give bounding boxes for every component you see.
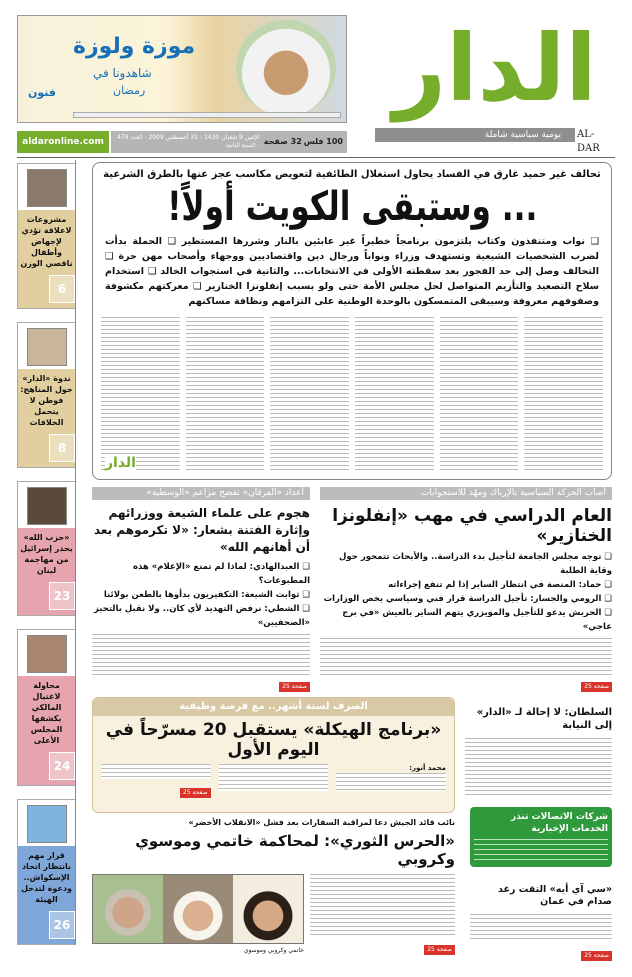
furqan-headline: هجوم على علماء الشيعة ووزرائهم وإثارة الفتنة بشعار: «لا تكرموهم بعد أن أهانهم الله»: [93, 506, 310, 554]
teaser-caption: مشروعات لاعلاقة تؤدي لإجهاض وأطفال ناقصي الوزن: [20, 215, 73, 268]
cia-headline: «سي آي أيه» التقت رغد صدام في عمان: [497, 884, 612, 907]
sultan-story[interactable]: [465, 700, 612, 800]
page-ref[interactable]: صفحة 25: [424, 945, 455, 955]
lead-kicker: تحالف غير حميد غارق في الفساد يحاول استغلال الطائفية لتعويض مكاسب عجز عنها بالطرق الشرعية: [103, 169, 601, 180]
teaser-photo: [27, 635, 67, 673]
logo-latin: AL-DAR: [577, 129, 600, 154]
sultan-headline: السلطان: لا إحالة لـ «الدار» إلى النيابة: [476, 707, 612, 731]
teaser-photo: [27, 328, 67, 366]
website-link[interactable]: aldaronline.com: [17, 131, 109, 153]
sidebar: [17, 163, 75, 945]
school-kicker: أصاب الحركة السياسية بالإرباك ومهّد للاستجوابات: [320, 487, 612, 500]
sidebar-teaser[interactable]: [17, 322, 75, 468]
page-badge: 26: [49, 911, 75, 939]
logo-mark: الدار: [393, 15, 597, 122]
ad-strip: [73, 112, 341, 118]
lead-signature: الدار: [104, 455, 136, 471]
photo-caption: خاتمي وكروبي وموسوي: [243, 947, 304, 954]
date-bar: [111, 131, 347, 153]
page-badge: 6: [49, 275, 75, 303]
ad-channel-logo: فنون: [28, 86, 56, 99]
restructure-kicker: الصرف لستة أشهر.. مع فرصة وظيفية: [93, 698, 454, 716]
cia-body: [470, 914, 612, 942]
restructure-story[interactable]: [92, 697, 455, 813]
page-badge: 8: [49, 434, 75, 462]
furqan-kicker: أعداد «الفرقان» تفضح مزاعم «الوسطية»: [92, 487, 310, 500]
ad-photo: [236, 20, 336, 116]
teaser-caption: ندوة «الدار» حول المناهج: فوطن لا يتحمل الخلافات: [20, 374, 73, 427]
restructure-byline: محمد أنور:: [409, 764, 446, 772]
furqan-story[interactable]: [92, 487, 310, 692]
school-bullet: ❑ الحربش يدعو للتأجيل والمويزري يتهم الساير بالعيش «في برج عاجي»: [342, 608, 612, 632]
restructure-headline: «برنامج الهيكلة» يستقبل 20 مسرّحاً في اليوم الأول: [105, 720, 442, 760]
teaser-photo: [27, 169, 67, 207]
sidebar-teaser[interactable]: [17, 629, 75, 786]
teaser-caption: محاولة لاغتيال المالكي يكشفها المجلس الأعلى: [30, 681, 63, 745]
school-bullet: ❑ حماد: المنصة في انتظار الساير إذا لم تنفع إجراءاته: [388, 580, 612, 590]
page-count: 32 صفحة: [263, 136, 302, 146]
school-story[interactable]: [320, 487, 612, 692]
school-headline: العام الدراسي في مهب «إنفلونزا الخنازير»: [332, 506, 612, 546]
ad-title: موزة ولوزة: [73, 34, 196, 59]
lead-headline: ... وستبقى الكويت أولاً!: [166, 184, 538, 230]
teaser-photo: [27, 487, 67, 525]
teaser-caption: قرار مهم بانتظار اتحاد الإسكواش.. ودعوة لتدخل الهيئة: [21, 851, 72, 904]
telecom-story[interactable]: [470, 807, 612, 867]
furqan-bullet: ❑ الشطي: نرفض التهديد لأي كان.. ولا نقبل بالتحيز «الصحفيين»: [93, 604, 310, 628]
cia-story[interactable]: [470, 882, 612, 972]
ad-line2: رمضان: [113, 84, 146, 97]
school-bullet: ❑ توجه مجلس الجامعة لتأجيل بدء الدراسة.. والأبحاث تتمحور حول وقاية الطلبة: [339, 552, 612, 576]
iran-headline: «الحرس الثوري»: لمحاكمة خاتمي وموسوي وكروبي: [135, 832, 455, 868]
furqan-bullet: ❑ ثوابت الشيعة: التكفيريون بدأوها بالطعن بولائنا: [103, 590, 310, 600]
lead-story[interactable]: [92, 162, 612, 480]
page-badge: 24: [49, 752, 75, 780]
header-rule: [17, 157, 615, 158]
teaser-caption: «حزب الله» يحذر إسرائيل من مهاجمة لبنان: [20, 533, 73, 575]
page-badge: 23: [49, 582, 75, 610]
lead-body-columns: [101, 317, 603, 471]
teaser-photo: [27, 805, 67, 843]
furqan-body: [92, 634, 310, 678]
issue-date: الإثنين 9 شعبان 1430 - 31 أغسطس 2009 - العدد 479 - السنة الثانية: [116, 134, 260, 149]
iran-body: [310, 874, 455, 936]
page-ref[interactable]: صفحة 25: [581, 682, 612, 692]
telecom-headline: شركات الاتصالات تنذر الخدمات الإخبارية: [511, 812, 608, 834]
price: 100 فلس: [303, 136, 343, 146]
furqan-bullet: ❑ العبدالهادي: لماذا لم تمنع «الإعلام» هذه المطبوعات؟: [132, 562, 310, 586]
sidebar-teaser[interactable]: [17, 799, 75, 945]
ad-line1: شاهدونا في: [93, 66, 152, 80]
school-body: [320, 638, 612, 678]
page-ref[interactable]: صفحة 25: [581, 951, 612, 961]
page-ref[interactable]: صفحة 25: [180, 788, 211, 798]
iran-kicker: نائب قائد الجيش دعا لمراقبة السفارات بعد فشل «الانقلاب الأخضر»: [188, 818, 455, 827]
logo-tagline: يومية سياسية شاملة: [375, 128, 575, 142]
iran-story[interactable]: [92, 818, 455, 968]
iran-photo: [92, 874, 304, 944]
sidebar-teaser[interactable]: [17, 163, 75, 309]
sultan-body: [465, 738, 612, 798]
newspaper-logo[interactable]: [375, 15, 615, 154]
school-bullet: ❑ الرومي والجسار: تأجيل الدراسة قرار فني وسياسي يخص الوزارات: [323, 594, 612, 604]
page-ref[interactable]: صفحة 25: [279, 682, 310, 692]
lead-bullets: ❑ نواب ومتنفذون وكتاب يلتزمون برنامجاً خطيراً غير عابئين بالنار وشررها المستطير ❑ الحملة بدأت لضرب الشخصيات الشيعية وتستهدف وزراء ونواباً ورجال دين واقتصاديين ووجهاء وأصحاب مهن حرة ❑ التحالف وصل إلى حد الفجور بعد سقطته الأولى في الانتخابات... والثانية في استجواب الخالد ❑ استخدام سلاح التصعيد والتأزيم المتواصل لحل مجلس الأمة حتى ولو بسبب إنفلونزا الخنازير ❑ معركتهم مكشوفة وصفوفهم معروفة وسيبقى المتمسكون بالوحدة الوطنية على التزامهم ونظافة مساكنهم: [105, 236, 599, 307]
sidebar-teaser[interactable]: [17, 481, 75, 616]
sidebar-divider: [75, 160, 76, 945]
ramadan-ad-banner[interactable]: [17, 15, 347, 123]
